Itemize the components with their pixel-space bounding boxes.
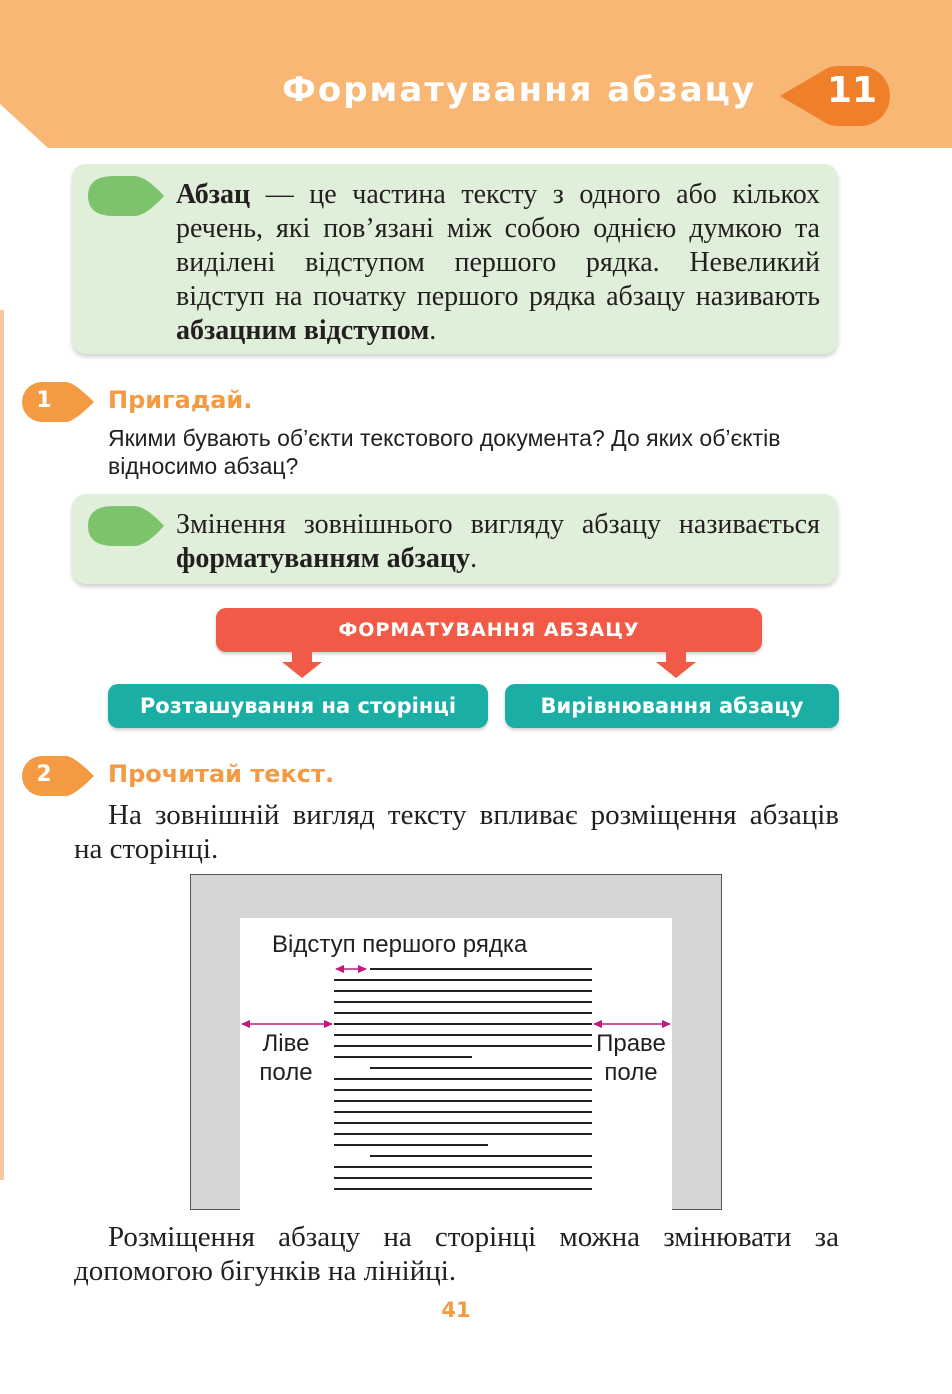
scheme-item-placement: Розташування на сторінці xyxy=(108,684,488,728)
page-layout-diagram xyxy=(190,874,722,1210)
leaf-marker-icon xyxy=(88,504,164,548)
section-number: 2 xyxy=(36,762,52,787)
side-rule xyxy=(0,310,4,1180)
page-layout-figure xyxy=(190,874,722,1210)
body-paragraph: Розміщення абзацу на сторінці можна змінювати за допомогою бігунків на лінійці. xyxy=(74,1221,839,1287)
label-left-margin-2: поле xyxy=(259,1059,313,1086)
definition-box-formatting xyxy=(72,494,838,584)
label-right-margin-2: поле xyxy=(604,1059,658,1086)
section-title-read: Прочитай текст. xyxy=(108,760,335,788)
text-lines xyxy=(334,969,592,1189)
label-right-margin-1: Праве xyxy=(596,1030,666,1057)
chapter-number: 11 xyxy=(826,70,878,111)
definition-body: — це частина тексту з одного або кількох речень, які пов’язані між собою однією думкою та виділені відступом першого рядка. Невеликий відступ на початку першого рядка абзацу називають xyxy=(176,179,820,312)
term-paragraph: Абзац xyxy=(176,179,251,210)
term-formatting: форматуванням абзацу xyxy=(176,543,471,574)
definition-text xyxy=(176,508,820,576)
section-number: 1 xyxy=(36,388,52,413)
leaf-marker-icon xyxy=(88,174,164,218)
definition-text xyxy=(176,178,820,348)
label-first-line-indent: Відступ першого рядка xyxy=(272,931,528,958)
definition-end: . xyxy=(429,315,437,346)
page-title: Форматування абзацу xyxy=(282,70,756,110)
definition-end: . xyxy=(470,543,478,574)
label-left-margin-1: Ліве xyxy=(262,1030,310,1057)
section-title-recall: Пригадай. xyxy=(108,386,253,414)
scheme-item-alignment: Вирівнювання абзацу xyxy=(505,684,839,728)
definition-box-paragraph xyxy=(72,164,838,354)
body-paragraph: На зовнішній вигляд тексту впливає розміщення абзаців на сторінці. xyxy=(74,799,839,865)
definition-body: Змінення зовнішнього вигляду абзацу називається xyxy=(176,509,820,540)
arrow-down-icon xyxy=(656,650,696,678)
scheme-root: ФОРМАТУВАННЯ АБЗАЦУ xyxy=(216,608,762,652)
page-number: 41 xyxy=(441,1298,471,1322)
term-indent: абзацним відступом xyxy=(176,315,430,346)
arrow-down-icon xyxy=(282,650,322,678)
question-text: Якими бувають об’єкти текстового документа? До яких об’єктів відносимо абзац? xyxy=(108,425,781,479)
